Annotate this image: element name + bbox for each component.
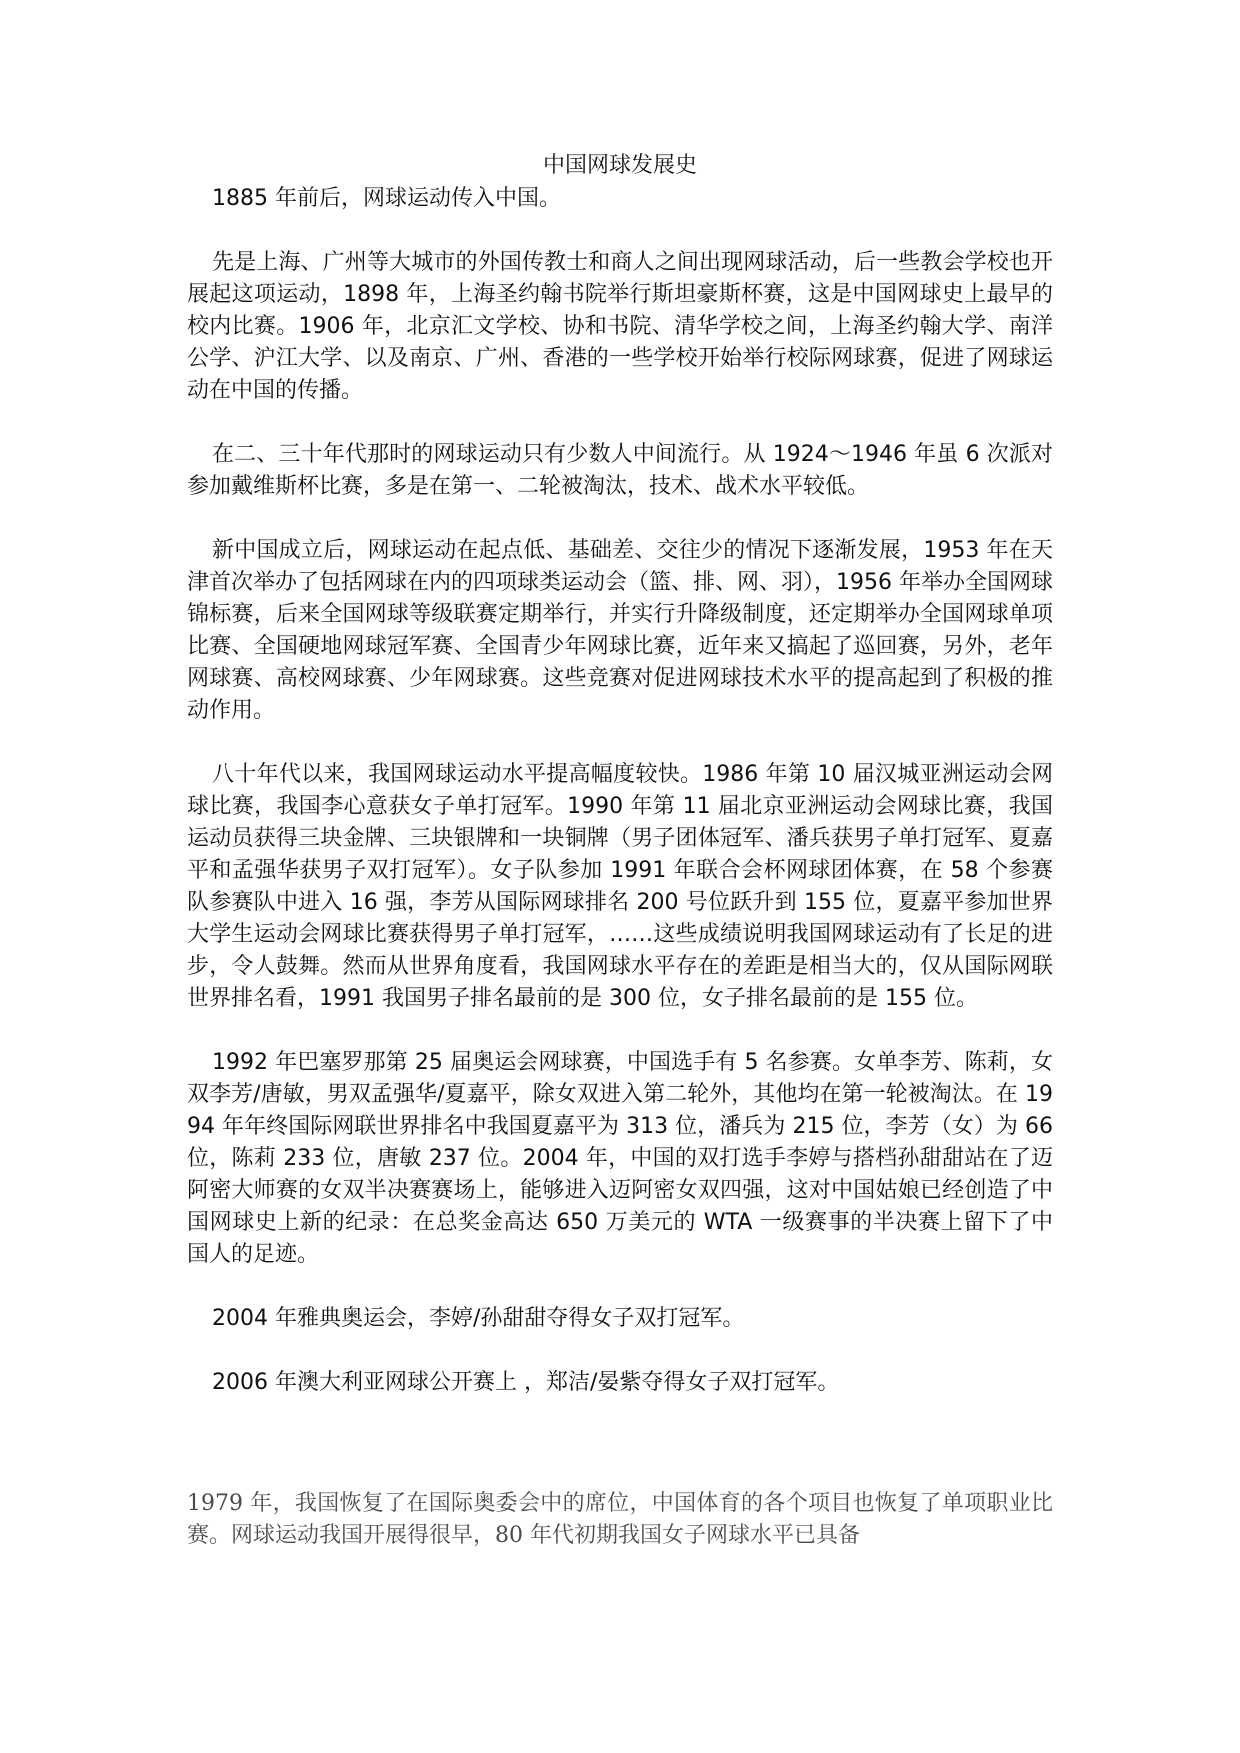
document-body <box>187 183 1053 1431</box>
document-title: 中国网球发展史 <box>542 153 697 178</box>
paragraph-athens: 2004 年雅典奥运会，李婷/孙甜甜夺得女子双打冠军。 <box>212 1306 745 1331</box>
paragraph-barcelona: 1992 年巴塞罗那第 25 届奥运会网球赛，中国选手有 5 名参赛。女单李芳、陈莉，女双李芳/唐敏，男双孟强华/夏嘉平，除女双进入第二轮外，其他均在第一轮被淘汰。在 1994 年年终国际网联世界排名中我国夏嘉平为 313 位，潘兵为 215 位，李芳（女）为 66 位，陈莉 233 位，唐敏 237 位。2004 年，中国的双打选手李婷与搭档孙甜甜站在了迈阿密大师赛的女双半决赛赛场上，能够进入迈阿密女双四强，这对中国姑娘已经创造了中国网球史上新的纪录：在总奖金高达 650 万美元的 WTA 一级赛事的半决赛上留下了中国人的足迹。 <box>187 1050 1053 1267</box>
paragraph-davis-cup: 在二、三十年代那时的网球运动只有少数人中间流行。从 1924～1946 年虽 6 次派对参加戴维斯杯比赛，多是在第一、二轮被淘汰，技术、战术水平较低。 <box>187 442 1053 499</box>
paragraph-eighties: 八十年代以来，我国网球运动水平提高幅度较快。1986 年第 10 届汉城亚洲运动会网球比赛，我国李心意获女子单打冠军。1990 年第 11 届北京亚洲运动会网球比赛，我国运动员获得三块金牌、三块银牌和一块铜牌（男子团体冠军、潘兵获男子单打冠军、夏嘉平和孟强华获男子双打冠军）。女子队参加 1991 年联合会杯网球团体赛，在 58 个参赛队参赛队中进入 16 强，李芳从国际网球排名 200 号位跃升到 155 位，夏嘉平参加世界大学生运动会网球比赛获得男子单打冠军，……这些成绩说明我国网球运动有了长足的进步，令人鼓舞。然而从世界角度看，我国网球水平存在的差距是相当大的，仅从国际网联世界排名看，1991 我国男子排名最前的是 300 位，女子排名最前的是 155 位。 <box>187 762 1053 1011</box>
paragraph-new-china: 新中国成立后，网球运动在起点低、基础差、交往少的情况下逐渐发展，1953 年在天津首次举办了包括网球在内的四项球类运动会（篮、排、网、羽），1956 年举办全国网球锦标赛，后来全国网球等级联赛定期举行，并实行升降级制度，还定期举办全国网球单项比赛、全国硬地网球冠军赛、全国青少年网球比赛，近年来又搞起了巡回赛，另外，老年网球赛、高校网球赛、少年网球赛。这些竞赛对促进网球技术水平的提高起到了积极的推动作用。 <box>187 538 1053 723</box>
paragraph-tail: 1979 年，我国恢复了在国际奥委会中的席位，中国体育的各个项目也恢复了单项职业比赛。网球运动我国开展得很早，80 年代初期我国女子网球水平已具备 <box>187 1491 1053 1548</box>
paragraph-intro: 1885 年前后，网球运动传入中国。 <box>212 186 561 211</box>
paragraph-australian-open: 2006 年澳大利亚网球公开赛上 ，郑洁/晏紫夺得女子双打冠军。 <box>212 1370 840 1395</box>
paragraph-early-activity: 先是上海、广州等大城市的外国传教士和商人之间出现网球活动，后一些教会学校也开展起这项运动，1898 年，上海圣约翰书院举行斯坦豪斯杯赛，这是中国网球史上最早的校内比赛。1906 年，北京汇文学校、协和书院、清华学校之间，上海圣约翰大学、南洋公学、沪江大学、以及南京、广州、香港的一些学校开始举行校际网球赛，促进了网球运动在中国的传播。 <box>187 250 1053 403</box>
